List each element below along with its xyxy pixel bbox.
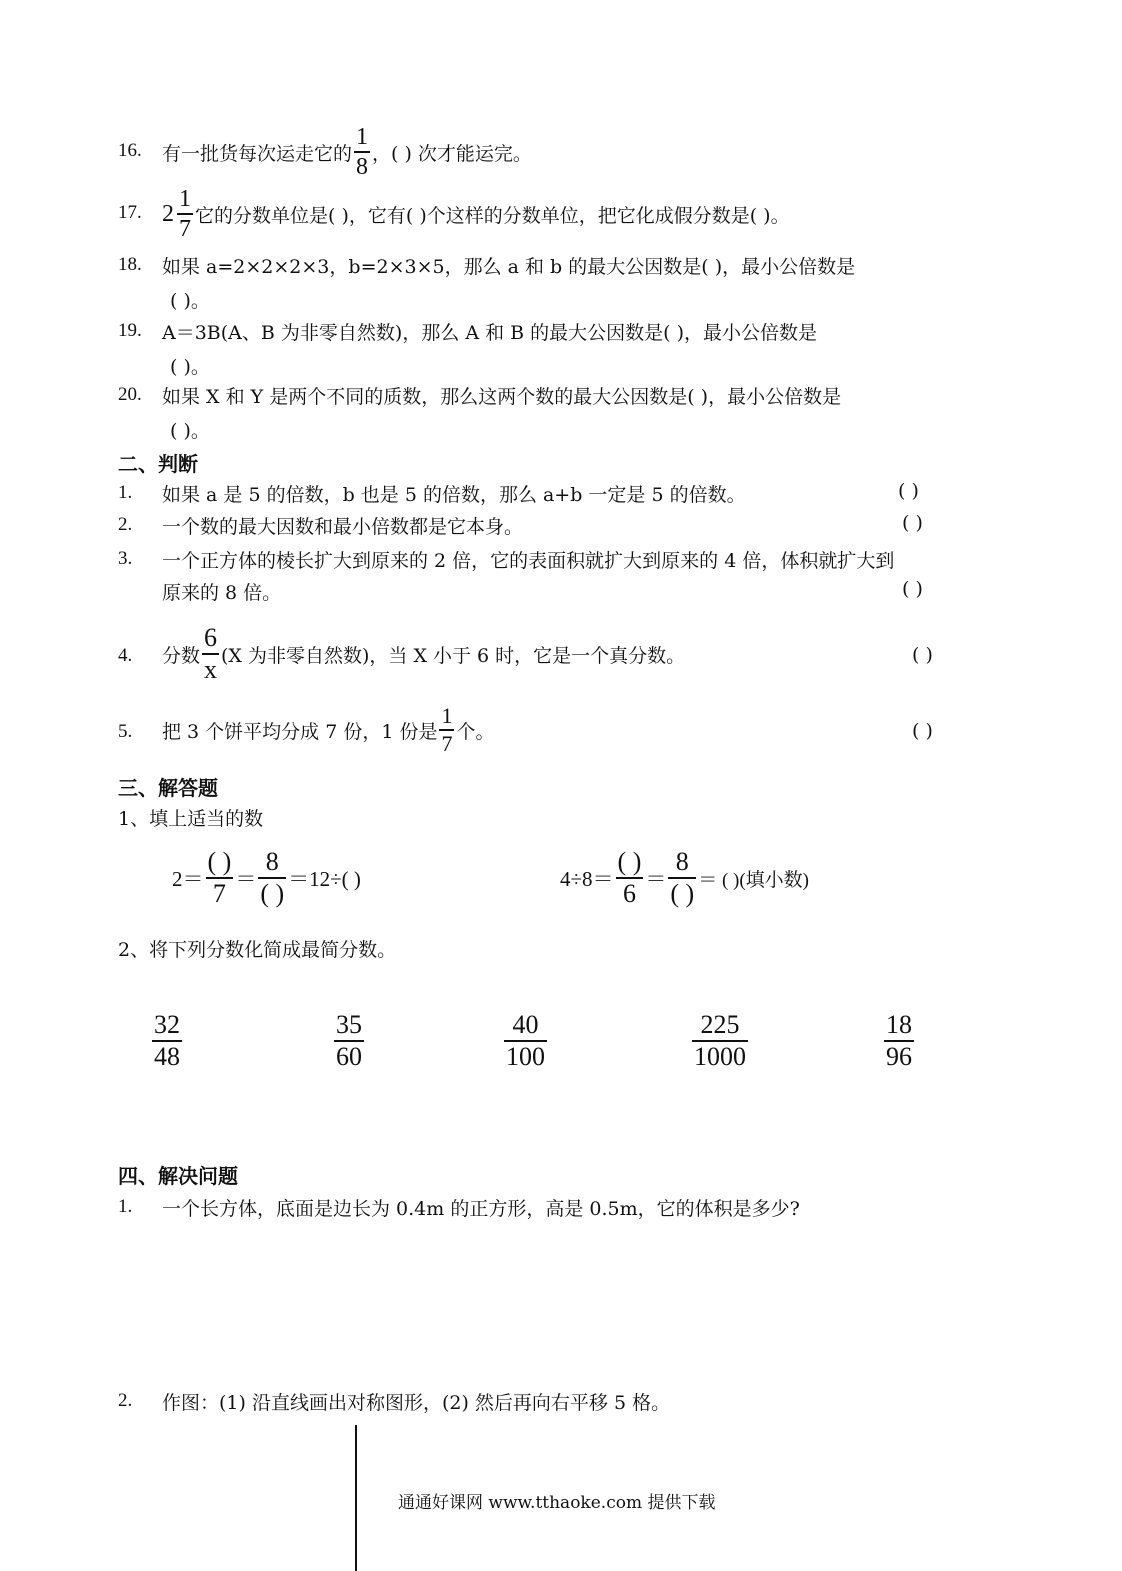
- fraction-blank-6: $\frac{( )}{6}$: [617, 847, 642, 908]
- solve-text: 一个长方体，底面是边长为 0.4m 的正方形，高是 0.5m，它的体积是多少?: [162, 1198, 800, 1220]
- subquestion-1: 1、填上适当的数: [118, 808, 264, 830]
- subquestion-2: 2、将下列分数化简成最简分数。: [118, 939, 397, 961]
- judge-text: 如果 a 是 5 的倍数，b 也是 5 的倍数，那么 a+b 一定是 5 的倍数。: [162, 484, 746, 506]
- fraction-40-100: 40 100: [506, 1010, 545, 1071]
- judge-text-tail: 个。: [456, 720, 495, 743]
- judge-text: 一个数的最大因数和最小倍数都是它本身。: [162, 516, 524, 538]
- question-text: 有一批货每次运走它的: [162, 142, 353, 165]
- answer-paren: ( ): [898, 480, 919, 502]
- judge-text-line2: 原来的 8 倍。: [162, 582, 282, 604]
- question-number: 17.: [118, 202, 142, 223]
- footer-download-note: 通通好课网 www.tthaoke.com 提供下载: [398, 1493, 716, 1513]
- fraction-8-blank: $\frac{8}{( )}$: [670, 847, 695, 908]
- question-text-line2: ( )。: [170, 356, 210, 378]
- judge-text: 分数: [162, 644, 201, 667]
- fraction-8-blank: $\frac{8}{( )}$: [260, 847, 285, 908]
- question-text: 如果 X 和 Y 是两个不同的质数，那么这两个数的最大公因数是( )，最小公倍数是: [162, 386, 842, 408]
- answer-paren: ( ): [902, 512, 923, 534]
- answer-paren: ( ): [912, 720, 933, 742]
- fraction-18-96: 18 96: [886, 1010, 912, 1071]
- answer-paren: ( ): [902, 578, 923, 600]
- judge-text-tail: (X 为非零自然数)，当 X 小于 6 时，它是一个真分数。: [221, 644, 686, 667]
- equation-1: 2＝ $\frac{( )}{7}$ ＝ $\frac{8}{( )}$ ＝12÷( ): [172, 847, 361, 908]
- fraction-32-48: 32 48: [154, 1010, 180, 1071]
- question-text: A＝3B(A、B 为非零自然数)，那么 A 和 B 的最大公因数是( )，最小公倍数是: [162, 322, 818, 344]
- fraction-1-7: $\frac{1}{7}$: [179, 186, 191, 242]
- judge-text: 一个正方体的棱长扩大到原来的 2 倍，它的表面积就扩大到原来的 4 倍，体积就扩大到: [162, 550, 895, 572]
- section-title-judge: 二、判断: [118, 452, 198, 476]
- symmetry-axis-line: [355, 1425, 357, 1571]
- question-text-line2: ( )。: [170, 290, 210, 312]
- fraction-1-8: $\frac{1}{8}$: [356, 124, 369, 180]
- question-text-tail: ，( ) 次才能运完。: [372, 142, 532, 165]
- fraction-1-7: $\frac{1}{7}$: [441, 703, 453, 756]
- fraction-6-x: $\frac{6}{x}$: [204, 623, 218, 684]
- solve-text: 作图：(1) 沿直线画出对称图形，(2) 然后再向右平移 5 格。: [162, 1392, 671, 1414]
- answer-paren: ( ): [912, 644, 933, 666]
- judge-text: 把 3 个饼平均分成 7 份，1 份是: [162, 720, 438, 743]
- question-number: 20.: [118, 384, 142, 405]
- fraction-35-60: 35 60: [336, 1010, 362, 1071]
- mixed-number-whole: 2: [162, 200, 174, 227]
- section-title-answer: 三、解答题: [118, 776, 218, 800]
- question-text: 它的分数单位是( )，它有( )个这样的分数单位，把它化成假分数是( )。: [195, 204, 790, 227]
- equation-2: 4÷8＝ $\frac{( )}{6}$ ＝ $\frac{8}{( )}$ ＝ ( )(填小数): [560, 847, 809, 908]
- fraction-blank-7: $\frac{( )}{7}$: [207, 847, 232, 908]
- fraction-225-1000: 225 1000: [694, 1010, 746, 1071]
- question-text: 如果 a=2×2×2×3，b=2×3×5，那么 a 和 b 的最大公因数是( )，最小公倍数是: [162, 256, 856, 278]
- section-title-solve: 四、解决问题: [118, 1164, 238, 1188]
- question-text-line2: ( )。: [170, 420, 210, 442]
- question-number: 19.: [118, 320, 142, 341]
- question-number: 18.: [118, 254, 142, 275]
- question-number: 16.: [118, 140, 142, 161]
